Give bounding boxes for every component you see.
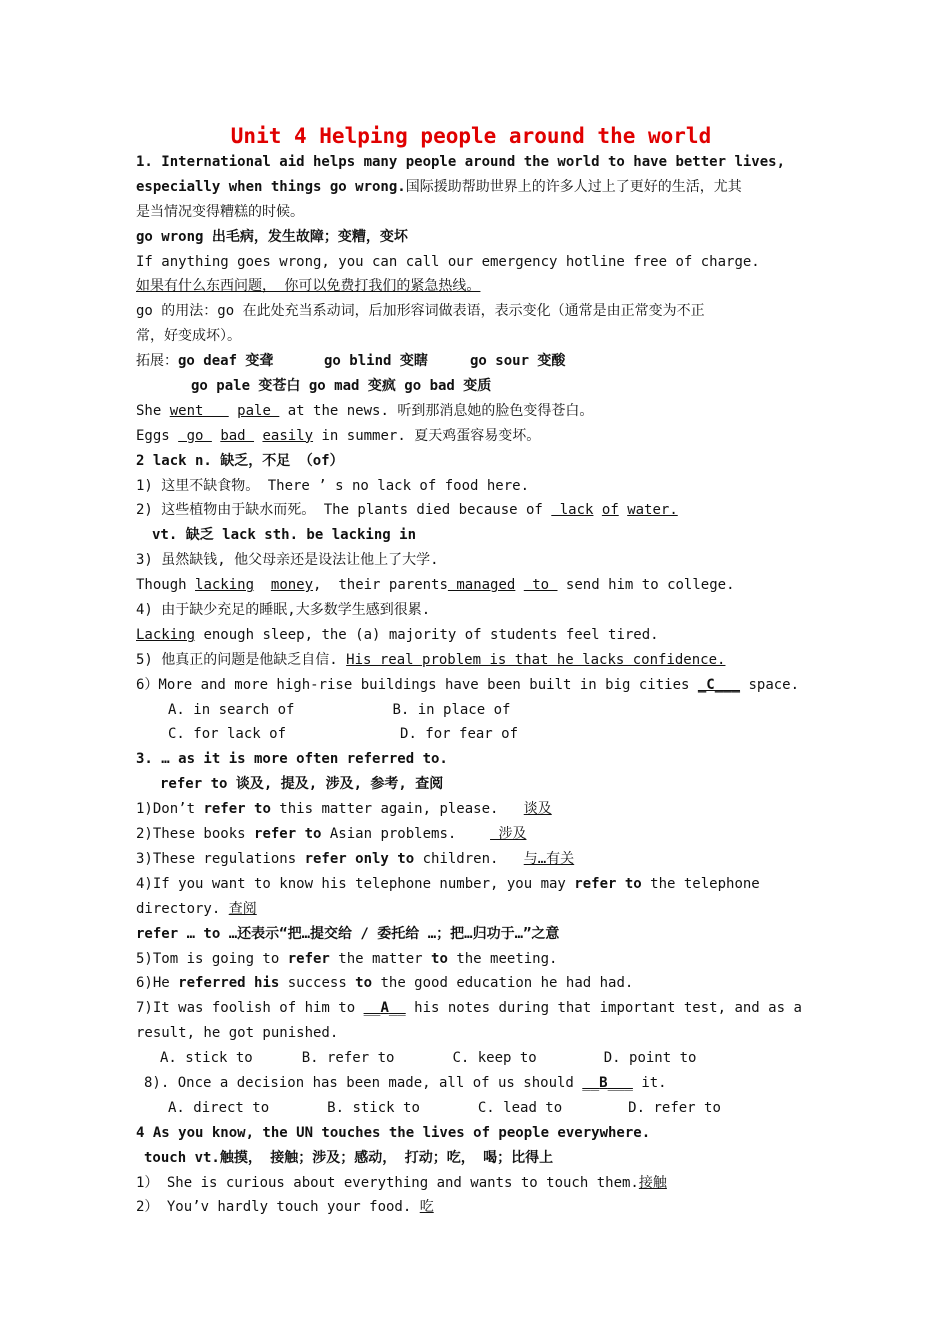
refer-example-5: 5)Tom is going to refer the matter to the meeting. <box>136 950 558 967</box>
q8-option-b: B. stick to <box>327 1099 420 1116</box>
q6-option-c: C. for lack of <box>168 726 287 743</box>
extension-line-2: go pale 变苍白 go mad 变疯 go bad 变质 <box>191 378 492 395</box>
page-title: Unit 4 Helping people around the world <box>230 124 712 148</box>
q8-options <box>136 1096 816 1121</box>
q7-options <box>136 1046 816 1071</box>
lack-example-4-en: Lacking enough sleep, the (a) majority of students feel tired. <box>136 626 659 643</box>
lack-example-5: 5) 他真正的问题是他缺乏自信. His real problem is that he lacks confidence. <box>136 651 726 668</box>
refer-example-1: 1)Don’t refer to this matter again, please. 谈及 <box>136 801 552 818</box>
example-go-wrong-cn: 如果有什么东西问题， 你可以免费打我们的紧急热线。 <box>136 278 481 295</box>
section-4-touch: 4 As you know, the UN touches the lives of people everywhere. <box>136 1124 651 1141</box>
q6-options-row-1 <box>136 698 816 723</box>
refer-example-4: 4)If you want to know his telephone number, you may refer to the telephone <box>136 875 760 892</box>
question-7: 7)It was foolish of him to __A__ his notes during that important test, and as a <box>136 1000 802 1017</box>
refer-example-3: 3)These regulations refer only to children. 与…有关 <box>136 850 575 867</box>
go-usage-note: go 的用法：go 在此处充当系动词，后加形容词做表语，表示变化（通常是由正常变为不正 <box>136 303 705 320</box>
lack-example-1: 1) 这里不缺食物。 There ’ s no lack of food here. <box>136 477 530 494</box>
question-6: 6）More and more high-rise buildings have been built in big cities _C___ space. <box>136 676 800 693</box>
sentence-1-cn: 是当情况变得糟糕的时候。 <box>136 203 304 220</box>
lack-example-3-cn: 3) 虽然缺钱, 他父母亲还是设法让他上了大学. <box>136 552 439 569</box>
go-usage-note-cont: 常，好变成坏）。 <box>136 328 241 345</box>
lack-example-2: 2) 这些植物由于缺水而死。 The plants died because of lack of water. <box>136 502 678 519</box>
q7-option-b: B. refer to <box>301 1050 395 1067</box>
document-page <box>136 122 816 1220</box>
extension-line-1: 拓展：go deaf 变聋 go blind 变瞎 go sour 变酸 <box>136 353 566 370</box>
refer-example-4-cont: directory. 查阅 <box>136 900 257 917</box>
touch-example-1: 1） She is curious about everything and wants to touch them.接触 <box>136 1174 667 1191</box>
phrase-go-wrong: go wrong 出毛病，发生故障；变糟，变坏 <box>136 228 408 245</box>
question-8: 8). Once a decision has been made, all of us should __B___ it. <box>144 1074 667 1091</box>
refer-meanings: refer to 谈及, 提及, 涉及, 参考, 查阅 <box>160 776 444 793</box>
q6-options-row-2 <box>136 722 816 747</box>
q7-option-c: C. keep to <box>452 1050 537 1067</box>
example-go-wrong-en: If anything goes wrong, you can call our emergency hotline free of charge. <box>136 253 760 270</box>
section-2-lack: 2 lack n. 缺乏，不足 （of） <box>136 452 344 469</box>
section-3-refer: 3. … as it is more often referred to. <box>136 751 448 768</box>
sentence-1-en: 1. International aid helps many people around the world to have better lives, <box>136 154 786 170</box>
refer-example-6: 6)He referred his success to the good education he had had. <box>136 975 634 992</box>
lack-example-4-cn: 4) 由于缺少充足的睡眠,大多数学生感到很累. <box>136 602 431 619</box>
example-go-bad: Eggs go bad easily in summer. 夏天鸡蛋容易变坏。 <box>136 427 541 444</box>
refer-to-note: refer … to …还表示“把…提交给 / 委托给 …；把…归功于…”之意 <box>136 925 560 942</box>
q6-option-d: D. for fear of <box>400 726 519 743</box>
q7-option-d: D. point to <box>603 1050 697 1067</box>
q6-option-b: B. in place of <box>392 701 511 718</box>
sentence-1-cont: especially when things go wrong.国际援助帮助世界上的许多人过上了更好的生活，尤其 <box>136 178 742 195</box>
example-went-pale: She went pale at the news. 听到那消息她的脸色变得苍白。 <box>136 402 594 419</box>
q8-option-d: D. refer to <box>628 1099 721 1116</box>
q7-option-a: A. stick to <box>160 1050 253 1067</box>
refer-example-2: 2)These books refer to Asian problems. 涉及 <box>136 826 527 843</box>
touch-example-2: 2） You’v hardly touch your food. 吃 <box>136 1199 434 1216</box>
q8-option-a: A. direct to <box>168 1099 270 1116</box>
question-7-cont: result, he got punished. <box>136 1025 339 1042</box>
lack-example-3-en: Though lacking money, their parents managed to send him to college. <box>136 577 735 594</box>
q6-option-a: A. in search of <box>168 701 295 718</box>
lack-vt: vt. 缺乏 lack sth. be lacking in <box>152 527 417 544</box>
q8-option-c: C. lead to <box>477 1099 563 1116</box>
touch-meanings: touch vt.触摸， 接触；涉及；感动， 打动；吃， 喝；比得上 <box>144 1149 554 1166</box>
